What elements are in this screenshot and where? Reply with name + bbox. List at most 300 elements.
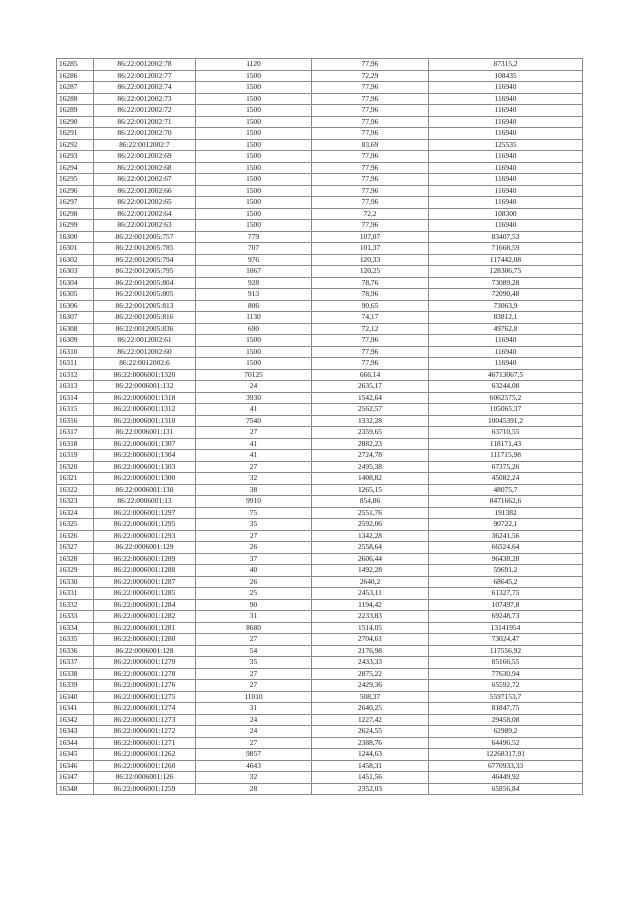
table-row [57, 473, 583, 485]
row-number-cell: 16288 [57, 93, 94, 105]
row-number-cell: 16329 [57, 565, 94, 577]
table-row [57, 59, 583, 71]
area-cell: 1500 [196, 208, 312, 220]
row-number-cell: 16344 [57, 737, 94, 749]
unit-value-cell: 1332,28 [312, 415, 429, 427]
row-number-cell: 16335 [57, 634, 94, 646]
area-cell: 1500 [196, 162, 312, 174]
area-cell: 1067 [196, 266, 312, 278]
cadastral-number-cell: 86:22:0006001:1275 [94, 691, 196, 703]
cadastral-number-cell: 86:22:0006001:130 [94, 484, 196, 496]
cadastral-value-cell: 63710,55 [429, 427, 583, 439]
area-cell: 27 [196, 530, 312, 542]
table-row [57, 645, 583, 657]
area-cell: 25 [196, 588, 312, 600]
row-number-cell: 16308 [57, 323, 94, 335]
unit-value-cell: 2551,76 [312, 507, 429, 519]
cadastral-value-cell: 90722,1 [429, 519, 583, 531]
row-number-cell: 16304 [57, 277, 94, 289]
cadastral-value-cell: 62989,2 [429, 726, 583, 738]
area-cell: 976 [196, 254, 312, 266]
cadastral-value-cell: 108300 [429, 208, 583, 220]
row-number-cell: 16292 [57, 139, 94, 151]
area-cell: 1500 [196, 174, 312, 186]
row-number-cell: 16319 [57, 450, 94, 462]
cadastral-value-cell: 118171,43 [429, 438, 583, 450]
cadastral-value-cell: 128306,75 [429, 266, 583, 278]
area-cell: 27 [196, 680, 312, 692]
cadastral-number-cell: 86:22:0006001:1303 [94, 461, 196, 473]
area-cell: 1500 [196, 220, 312, 232]
cadastral-number-cell: 86:22:0012002:77 [94, 70, 196, 82]
cadastral-value-cell: 61327,75 [429, 588, 583, 600]
area-cell: 1500 [196, 335, 312, 347]
area-cell: 913 [196, 289, 312, 301]
cadastral-value-cell: 46449,92 [429, 772, 583, 784]
row-number-cell: 16325 [57, 519, 94, 531]
row-number-cell: 16311 [57, 358, 94, 370]
unit-value-cell: 77,96 [312, 346, 429, 358]
cadastral-number-cell: 86:22:0006001:1304 [94, 450, 196, 462]
table-row [57, 139, 583, 151]
cadastral-value-cell: 77630,94 [429, 668, 583, 680]
unit-value-cell: 2592,06 [312, 519, 429, 531]
row-number-cell: 16316 [57, 415, 94, 427]
table-row [57, 496, 583, 508]
row-number-cell: 16300 [57, 231, 94, 243]
cadastral-value-cell: 5597153,7 [429, 691, 583, 703]
area-cell: 26 [196, 576, 312, 588]
unit-value-cell: 2359,65 [312, 427, 429, 439]
cadastral-number-cell: 86:22:0006001:1310 [94, 415, 196, 427]
area-cell: 41 [196, 404, 312, 416]
unit-value-cell: 2352,03 [312, 783, 429, 795]
table-row [57, 519, 583, 531]
area-cell: 779 [196, 231, 312, 243]
cadastral-number-cell: 86:22:0006001:1295 [94, 519, 196, 531]
cadastral-value-cell: 8471662,6 [429, 496, 583, 508]
area-cell: 9857 [196, 749, 312, 761]
unit-value-cell: 2882,23 [312, 438, 429, 450]
cadastral-value-cell: 191382 [429, 507, 583, 519]
unit-value-cell: 1194,42 [312, 599, 429, 611]
table-row [57, 254, 583, 266]
table-row [57, 312, 583, 324]
row-number-cell: 16294 [57, 162, 94, 174]
row-number-cell: 16301 [57, 243, 94, 255]
unit-value-cell: 77,96 [312, 197, 429, 209]
table-row [57, 116, 583, 128]
row-number-cell: 16296 [57, 185, 94, 197]
table-row [57, 220, 583, 232]
area-cell: 1500 [196, 358, 312, 370]
table-row [57, 703, 583, 715]
area-cell: 24 [196, 714, 312, 726]
cadastral-value-cell: 116940 [429, 220, 583, 232]
unit-value-cell: 101,37 [312, 243, 429, 255]
table-row [57, 484, 583, 496]
area-cell: 1500 [196, 151, 312, 163]
unit-value-cell: 107,07 [312, 231, 429, 243]
cadastral-number-cell: 86:22:0012002:7 [94, 139, 196, 151]
table-row [57, 438, 583, 450]
table-row [57, 277, 583, 289]
cadastral-value-table [56, 58, 583, 795]
unit-value-cell: 77,96 [312, 335, 429, 347]
unit-value-cell: 78,96 [312, 289, 429, 301]
cadastral-value-cell: 36241,56 [429, 530, 583, 542]
unit-value-cell: 72,12 [312, 323, 429, 335]
cadastral-number-cell: 86:22:0006001:1278 [94, 668, 196, 680]
table-row [57, 530, 583, 542]
unit-value-cell: 120,33 [312, 254, 429, 266]
cadastral-number-cell: 86:22:0012005:836 [94, 323, 196, 335]
table-row [57, 93, 583, 105]
cadastral-value-cell: 46713067,5 [429, 369, 583, 381]
row-number-cell: 16318 [57, 438, 94, 450]
unit-value-cell: 78,76 [312, 277, 429, 289]
unit-value-cell: 2640,2 [312, 576, 429, 588]
table-row [57, 151, 583, 163]
cadastral-value-cell: 116940 [429, 346, 583, 358]
cadastral-value-cell: 116940 [429, 82, 583, 94]
unit-value-cell: 2562,57 [312, 404, 429, 416]
table-row [57, 335, 583, 347]
cadastral-value-cell: 71668,59 [429, 243, 583, 255]
table-row [57, 576, 583, 588]
row-number-cell: 16299 [57, 220, 94, 232]
cadastral-value-cell: 69248,73 [429, 611, 583, 623]
table-row [57, 427, 583, 439]
cadastral-number-cell: 86:22:0006001:132 [94, 381, 196, 393]
table-row [57, 783, 583, 795]
unit-value-cell: 1514,05 [312, 622, 429, 634]
cadastral-number-cell: 86:22:0006001:1280 [94, 634, 196, 646]
cadastral-number-cell: 86:22:0006001:1307 [94, 438, 196, 450]
cadastral-number-cell: 86:22:0006001:1288 [94, 565, 196, 577]
area-cell: 38 [196, 484, 312, 496]
table-row [57, 611, 583, 623]
cadastral-value-cell: 59691,2 [429, 565, 583, 577]
unit-value-cell: 1342,28 [312, 530, 429, 542]
table-row [57, 737, 583, 749]
area-cell: 28 [196, 783, 312, 795]
table-row [57, 174, 583, 186]
area-cell: 24 [196, 381, 312, 393]
unit-value-cell: 2724,78 [312, 450, 429, 462]
unit-value-cell: 77,96 [312, 93, 429, 105]
area-cell: 8680 [196, 622, 312, 634]
table-row [57, 128, 583, 140]
table-row [57, 599, 583, 611]
unit-value-cell: 508,37 [312, 691, 429, 703]
area-cell: 27 [196, 634, 312, 646]
unit-value-cell: 2388,76 [312, 737, 429, 749]
unit-value-cell: 77,96 [312, 174, 429, 186]
row-number-cell: 16305 [57, 289, 94, 301]
cadastral-number-cell: 86:22:0012002:73 [94, 93, 196, 105]
area-cell: 70125 [196, 369, 312, 381]
unit-value-cell: 2495,38 [312, 461, 429, 473]
cadastral-value-cell: 116940 [429, 185, 583, 197]
area-cell: 1500 [196, 116, 312, 128]
unit-value-cell: 2558,64 [312, 542, 429, 554]
cadastral-number-cell: 86:22:0006001:1282 [94, 611, 196, 623]
row-number-cell: 16337 [57, 657, 94, 669]
cadastral-number-cell: 86:22:0012002:65 [94, 197, 196, 209]
table-body [57, 59, 583, 795]
area-cell: 26 [196, 542, 312, 554]
area-cell: 32 [196, 772, 312, 784]
row-number-cell: 16330 [57, 576, 94, 588]
cadastral-value-cell: 65856,84 [429, 783, 583, 795]
area-cell: 11010 [196, 691, 312, 703]
unit-value-cell: 2635,17 [312, 381, 429, 393]
table-row [57, 749, 583, 761]
row-number-cell: 16309 [57, 335, 94, 347]
cadastral-number-cell: 86:22:0012002:63 [94, 220, 196, 232]
row-number-cell: 16347 [57, 772, 94, 784]
area-cell: 9910 [196, 496, 312, 508]
area-cell: 1500 [196, 197, 312, 209]
table-row [57, 162, 583, 174]
table-row [57, 680, 583, 692]
area-cell: 35 [196, 519, 312, 531]
cadastral-value-cell: 116940 [429, 128, 583, 140]
cadastral-value-cell: 116940 [429, 116, 583, 128]
row-number-cell: 16327 [57, 542, 94, 554]
unit-value-cell: 77,96 [312, 151, 429, 163]
cadastral-value-cell: 107497,8 [429, 599, 583, 611]
table-row [57, 197, 583, 209]
row-number-cell: 16323 [57, 496, 94, 508]
row-number-cell: 16310 [57, 346, 94, 358]
row-number-cell: 16315 [57, 404, 94, 416]
table-row [57, 507, 583, 519]
row-number-cell: 16341 [57, 703, 94, 715]
cadastral-value-cell: 96438,28 [429, 553, 583, 565]
unit-value-cell: 2640,25 [312, 703, 429, 715]
cadastral-value-cell: 108435 [429, 70, 583, 82]
cadastral-number-cell: 86:22:0006001:1271 [94, 737, 196, 749]
unit-value-cell: 74,17 [312, 312, 429, 324]
cadastral-value-cell: 64496,52 [429, 737, 583, 749]
cadastral-value-cell: 87315,2 [429, 59, 583, 71]
cadastral-value-cell: 116940 [429, 335, 583, 347]
table-row [57, 243, 583, 255]
cadastral-number-cell: 86:22:0012002:66 [94, 185, 196, 197]
area-cell: 27 [196, 668, 312, 680]
table-row [57, 622, 583, 634]
cadastral-number-cell: 86:22:0012002:61 [94, 335, 196, 347]
table-row [57, 105, 583, 117]
cadastral-number-cell: 86:22:0006001:1260 [94, 760, 196, 772]
row-number-cell: 16314 [57, 392, 94, 404]
area-cell: 806 [196, 300, 312, 312]
row-number-cell: 16343 [57, 726, 94, 738]
area-cell: 4643 [196, 760, 312, 772]
area-cell: 75 [196, 507, 312, 519]
cadastral-number-cell: 86:22:0006001:13 [94, 496, 196, 508]
cadastral-value-cell: 81847,75 [429, 703, 583, 715]
table-row [57, 358, 583, 370]
area-cell: 54 [196, 645, 312, 657]
row-number-cell: 16333 [57, 611, 94, 623]
unit-value-cell: 1244,63 [312, 749, 429, 761]
cadastral-value-cell: 83812,1 [429, 312, 583, 324]
cadastral-number-cell: 86:22:0012005:804 [94, 277, 196, 289]
cadastral-number-cell: 86:22:0006001:1284 [94, 599, 196, 611]
unit-value-cell: 666,14 [312, 369, 429, 381]
table-row [57, 346, 583, 358]
table-row [57, 668, 583, 680]
table-row [57, 300, 583, 312]
unit-value-cell: 2453,11 [312, 588, 429, 600]
cadastral-number-cell: 86:22:0006001:1297 [94, 507, 196, 519]
row-number-cell: 16321 [57, 473, 94, 485]
row-number-cell: 16331 [57, 588, 94, 600]
cadastral-number-cell: 86:22:0006001:1262 [94, 749, 196, 761]
cadastral-value-cell: 116940 [429, 151, 583, 163]
table-row [57, 726, 583, 738]
cadastral-value-cell: 68645,2 [429, 576, 583, 588]
row-number-cell: 16287 [57, 82, 94, 94]
table-row [57, 208, 583, 220]
cadastral-number-cell: 86:22:0006001:1272 [94, 726, 196, 738]
table-row [57, 714, 583, 726]
cadastral-value-cell: 116940 [429, 174, 583, 186]
row-number-cell: 16297 [57, 197, 94, 209]
cadastral-number-cell: 86:22:0012005:813 [94, 300, 196, 312]
area-cell: 27 [196, 737, 312, 749]
table-row [57, 70, 583, 82]
unit-value-cell: 72,29 [312, 70, 429, 82]
cadastral-value-cell: 66524,64 [429, 542, 583, 554]
area-cell: 1120 [196, 59, 312, 71]
table-row [57, 289, 583, 301]
unit-value-cell: 1408,82 [312, 473, 429, 485]
row-number-cell: 16324 [57, 507, 94, 519]
cadastral-value-cell: 116940 [429, 358, 583, 370]
cadastral-value-cell: 72090,48 [429, 289, 583, 301]
row-number-cell: 16295 [57, 174, 94, 186]
cadastral-number-cell: 86:22:0012002:69 [94, 151, 196, 163]
cadastral-number-cell: 86:22:0012002:6 [94, 358, 196, 370]
row-number-cell: 16298 [57, 208, 94, 220]
row-number-cell: 16290 [57, 116, 94, 128]
area-cell: 1500 [196, 139, 312, 151]
cadastral-number-cell: 86:22:0012002:70 [94, 128, 196, 140]
cadastral-number-cell: 86:22:0006001:1318 [94, 392, 196, 404]
cadastral-value-cell: 116940 [429, 93, 583, 105]
row-number-cell: 16313 [57, 381, 94, 393]
table-row [57, 415, 583, 427]
cadastral-number-cell: 86:22:0012005:816 [94, 312, 196, 324]
table-row [57, 185, 583, 197]
cadastral-number-cell: 86:22:0012005:785 [94, 243, 196, 255]
table-row [57, 404, 583, 416]
area-cell: 1500 [196, 70, 312, 82]
cadastral-number-cell: 86:22:0006001:1279 [94, 657, 196, 669]
cadastral-number-cell: 86:22:0012002:74 [94, 82, 196, 94]
cadastral-number-cell: 86:22:0012002:72 [94, 105, 196, 117]
cadastral-value-cell: 48075,7 [429, 484, 583, 496]
unit-value-cell: 1451,56 [312, 772, 429, 784]
unit-value-cell: 2875,22 [312, 668, 429, 680]
area-cell: 35 [196, 657, 312, 669]
cadastral-number-cell: 86:22:0006001:1312 [94, 404, 196, 416]
area-cell: 1500 [196, 93, 312, 105]
cadastral-number-cell: 86:22:0006001:1259 [94, 783, 196, 795]
cadastral-number-cell: 86:22:0006001:1293 [94, 530, 196, 542]
cadastral-number-cell: 86:22:0012005:795 [94, 266, 196, 278]
row-number-cell: 16317 [57, 427, 94, 439]
cadastral-number-cell: 86:22:0006001:1276 [94, 680, 196, 692]
row-number-cell: 16320 [57, 461, 94, 473]
row-number-cell: 16303 [57, 266, 94, 278]
unit-value-cell: 72,2 [312, 208, 429, 220]
cadastral-number-cell: 86:22:0012002:64 [94, 208, 196, 220]
unit-value-cell: 77,96 [312, 162, 429, 174]
table-row [57, 266, 583, 278]
cadastral-value-cell: 116940 [429, 162, 583, 174]
table-row [57, 369, 583, 381]
cadastral-value-cell: 65592,72 [429, 680, 583, 692]
row-number-cell: 16342 [57, 714, 94, 726]
unit-value-cell: 77,96 [312, 358, 429, 370]
cadastral-value-cell: 125535 [429, 139, 583, 151]
cadastral-number-cell: 86:22:0006001:1289 [94, 553, 196, 565]
cadastral-number-cell: 86:22:0006001:1300 [94, 473, 196, 485]
row-number-cell: 16291 [57, 128, 94, 140]
cadastral-number-cell: 86:22:0006001:1274 [94, 703, 196, 715]
cadastral-number-cell: 86:22:0012002:71 [94, 116, 196, 128]
cadastral-value-cell: 73089,28 [429, 277, 583, 289]
table-row [57, 392, 583, 404]
row-number-cell: 16302 [57, 254, 94, 266]
row-number-cell: 16289 [57, 105, 94, 117]
cadastral-number-cell: 86:22:0012005:794 [94, 254, 196, 266]
area-cell: 27 [196, 427, 312, 439]
table-row [57, 450, 583, 462]
unit-value-cell: 2429,36 [312, 680, 429, 692]
cadastral-value-cell: 117556,92 [429, 645, 583, 657]
area-cell: 1500 [196, 128, 312, 140]
table-row [57, 461, 583, 473]
cadastral-value-cell: 13141954 [429, 622, 583, 634]
unit-value-cell: 77,96 [312, 82, 429, 94]
table-row [57, 634, 583, 646]
area-cell: 31 [196, 703, 312, 715]
cadastral-value-cell: 6062575,2 [429, 392, 583, 404]
area-cell: 3930 [196, 392, 312, 404]
unit-value-cell: 1265,15 [312, 484, 429, 496]
table-row [57, 381, 583, 393]
unit-value-cell: 1492,28 [312, 565, 429, 577]
row-number-cell: 16340 [57, 691, 94, 703]
cadastral-value-cell: 10045391,2 [429, 415, 583, 427]
unit-value-cell: 77,96 [312, 185, 429, 197]
row-number-cell: 16307 [57, 312, 94, 324]
area-cell: 1130 [196, 312, 312, 324]
unit-value-cell: 2233,83 [312, 611, 429, 623]
area-cell: 31 [196, 611, 312, 623]
unit-value-cell: 83,69 [312, 139, 429, 151]
cadastral-value-cell: 116940 [429, 197, 583, 209]
unit-value-cell: 90,65 [312, 300, 429, 312]
area-cell: 707 [196, 243, 312, 255]
unit-value-cell: 2704,61 [312, 634, 429, 646]
